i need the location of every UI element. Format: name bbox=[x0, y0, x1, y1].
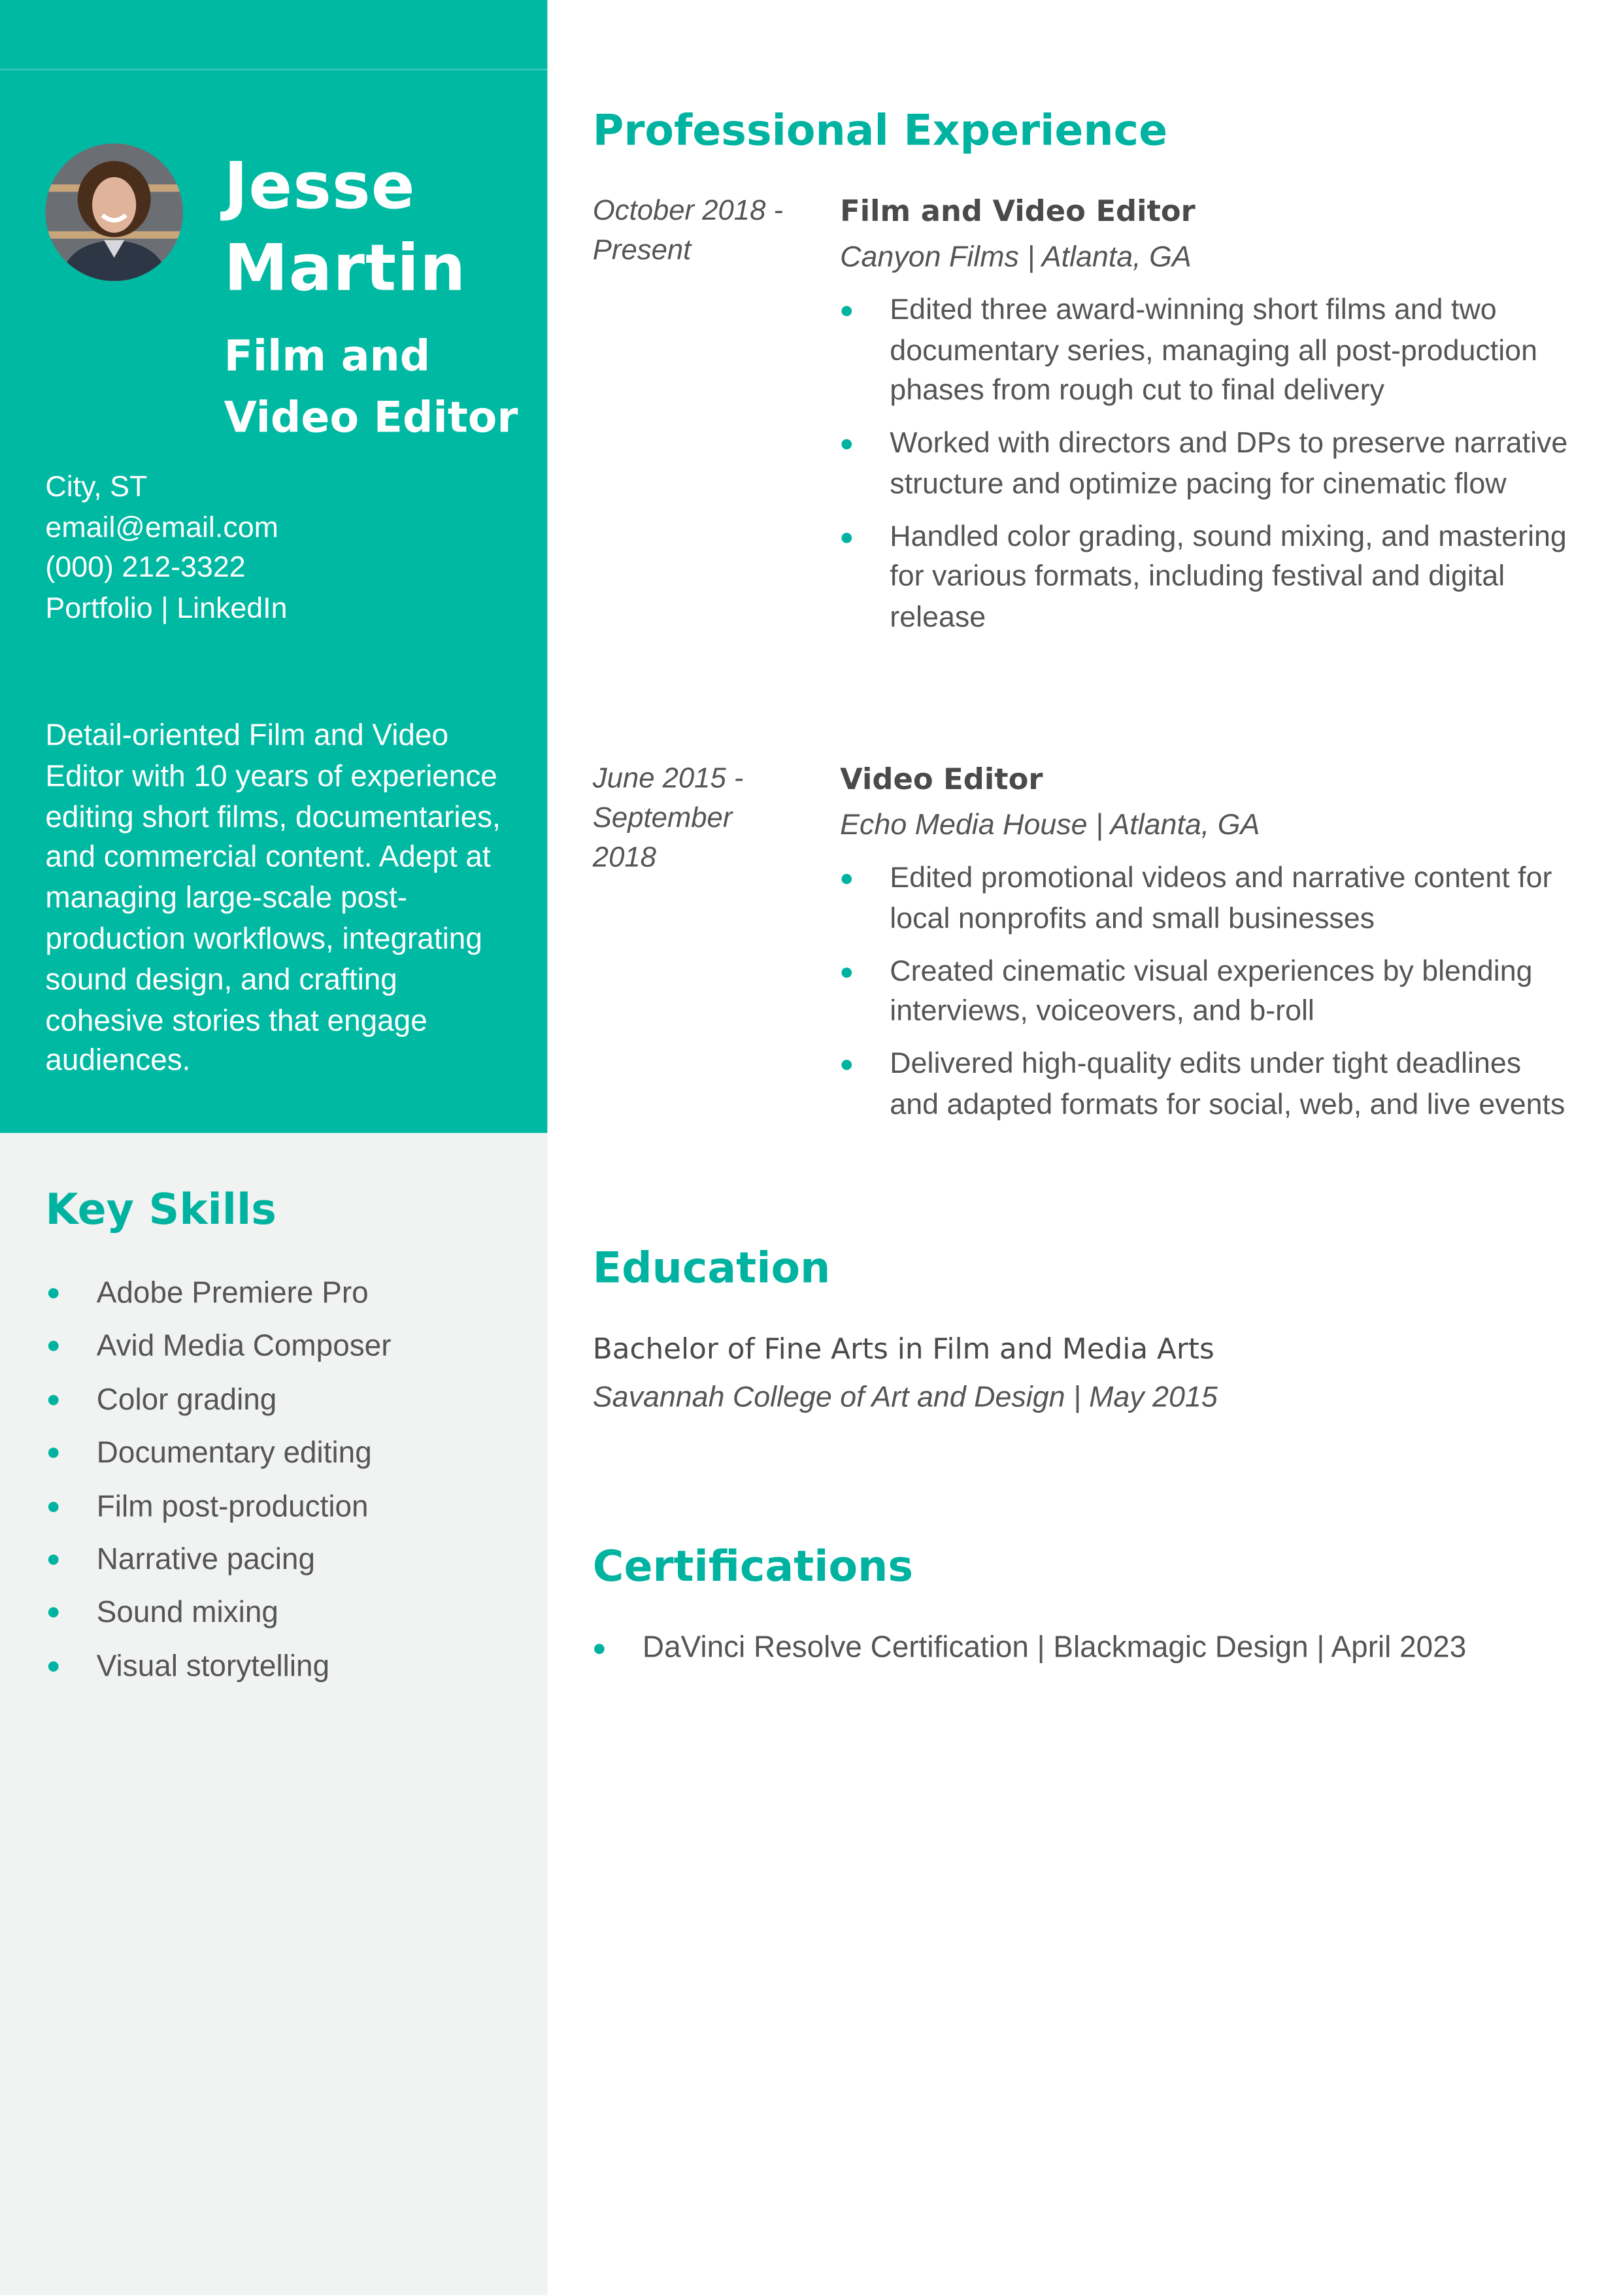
skills-list bbox=[45, 1268, 391, 1694]
job-company: Echo Media House | Atlanta, GA bbox=[840, 809, 1260, 842]
job-company: Canyon Films | Atlanta, GA bbox=[840, 241, 1192, 274]
candidate-name bbox=[224, 146, 467, 311]
skills-heading: Key Skills bbox=[45, 1184, 276, 1234]
education-heading: Education bbox=[592, 1242, 831, 1293]
email-link[interactable]: email@email.com bbox=[45, 511, 278, 544]
phone: (000) 212-3322 bbox=[45, 552, 246, 584]
certifications-list bbox=[593, 1628, 1466, 1669]
title-line: Film and bbox=[224, 331, 431, 381]
experience-heading: Professional Experience bbox=[592, 105, 1168, 156]
skill-item: Documentary editing bbox=[45, 1428, 391, 1481]
job-bullets bbox=[840, 292, 1572, 651]
title-line: Video Editor bbox=[224, 392, 518, 443]
linkedin-link[interactable]: LinkedIn bbox=[176, 592, 288, 624]
job-bullet: Delivered high-quality edits under tight deadlines and adapted formats for social, web, and live events bbox=[840, 1045, 1572, 1126]
job-bullet: Created cinematic visual experiences by blending interviews, voiceovers, and b-roll bbox=[840, 952, 1572, 1032]
skill-item: Visual storytelling bbox=[45, 1641, 391, 1695]
avatar bbox=[45, 143, 182, 280]
certifications-heading: Certifications bbox=[592, 1541, 914, 1591]
job-bullet: Worked with directors and DPs to preserve narrative structure and optimize pacing for cinematic flow bbox=[840, 424, 1572, 505]
contact-info bbox=[45, 468, 287, 629]
job-bullet: Edited promotional videos and narrative content for local nonprofits and small businesses bbox=[840, 859, 1572, 939]
first-name: Jesse bbox=[224, 149, 416, 224]
job-title: Film and Video Editor bbox=[840, 193, 1196, 229]
job-dates: June 2015 - September 2018 bbox=[592, 762, 744, 874]
job-bullet: Edited three award-winning short films and two documentary series, managing all post-production phases from rough cut to final delivery bbox=[840, 292, 1572, 413]
skill-item: Sound mixing bbox=[45, 1587, 391, 1641]
skill-item: Adobe Premiere Pro bbox=[45, 1268, 391, 1321]
candidate-title bbox=[224, 325, 531, 448]
portfolio-link[interactable]: Portfolio bbox=[45, 592, 153, 624]
skill-item: Film post-production bbox=[45, 1481, 391, 1534]
links bbox=[45, 589, 287, 630]
profile-summary: Detail-oriented Film and Video Editor with 10 years of experience editing short films, documentaries, and commercial content. Adept at managing large-scale post-production workflows, integrating sound design, and crafting cohesive stories that engage audiences. bbox=[45, 718, 501, 1078]
job-bullet: Handled color grading, sound mixing, and mastering for various formats, including festival and digital release bbox=[840, 517, 1572, 638]
job-bullets bbox=[840, 859, 1572, 1138]
divider bbox=[0, 69, 547, 70]
degree: Bachelor of Fine Arts in Film and Media Arts bbox=[592, 1332, 1214, 1366]
last-name: Martin bbox=[224, 231, 467, 306]
separator: | bbox=[152, 592, 177, 624]
skill-item: Avid Media Composer bbox=[45, 1321, 391, 1374]
job-title: Video Editor bbox=[840, 761, 1043, 797]
location: City, ST bbox=[45, 471, 148, 504]
certification-item: DaVinci Resolve Certification | Blackmagic Design | April 2023 bbox=[593, 1628, 1466, 1669]
skill-item: Color grading bbox=[45, 1374, 391, 1428]
job-dates: October 2018 - Present bbox=[592, 194, 784, 267]
school: Savannah College of Art and Design | May 2015 bbox=[592, 1381, 1218, 1414]
skill-item: Narrative pacing bbox=[45, 1534, 391, 1588]
